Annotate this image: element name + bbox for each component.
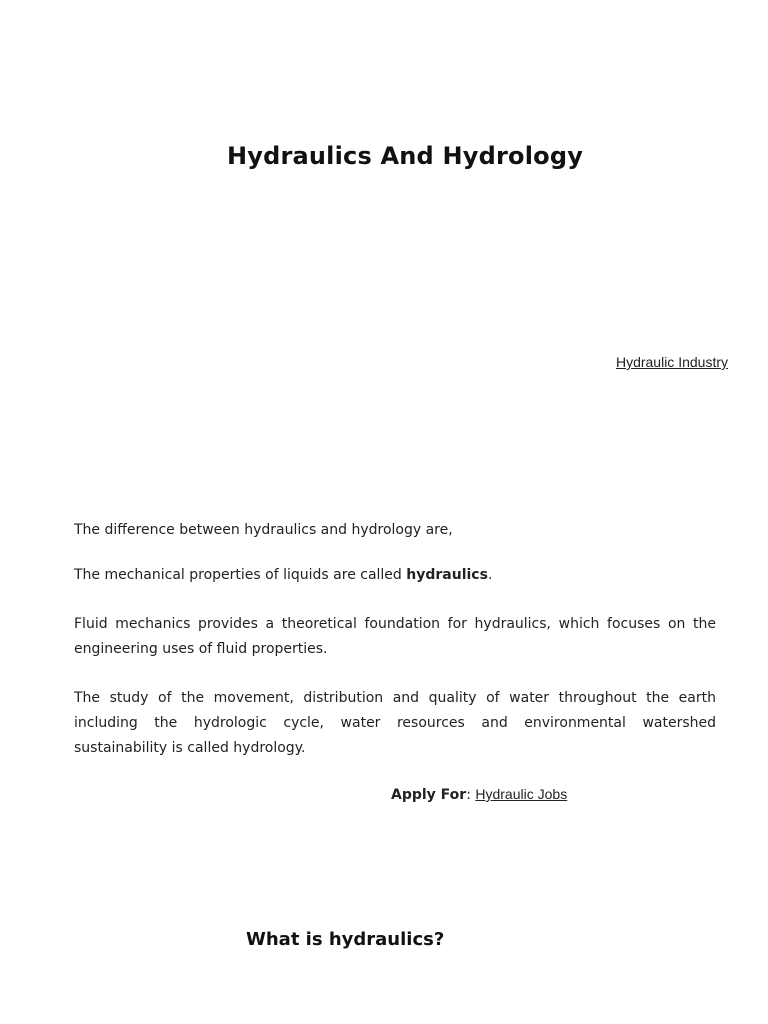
- apply-separator: :: [466, 787, 476, 803]
- intro-paragraph: The difference between hydraulics and hydrology are,: [74, 522, 453, 538]
- definition-period: .: [487, 567, 493, 583]
- fluid-mechanics-paragraph: Fluid mechanics provides a theoretical foundation for hydraulics, which focuses on the engineering uses of fluid properties.: [74, 616, 716, 657]
- hydraulics-term: hydraulics: [406, 567, 488, 583]
- apply-for-label: Apply For: [391, 787, 467, 803]
- definition-text: The mechanical properties of liquids are called: [74, 567, 407, 583]
- hydrology-paragraph: The study of the movement, distribution and quality of water throughout the earth including the hydrologic cycle, water resources and environmental watershed sustainability is called hydrology.: [74, 690, 716, 756]
- page-title: Hydraulics And Hydrology: [226, 142, 584, 170]
- apply-for-line: [391, 786, 567, 803]
- section-heading: What is hydraulics?: [246, 929, 445, 950]
- hydraulic-industry-link[interactable]: Hydraulic Industry: [615, 354, 728, 370]
- hydraulic-jobs-link[interactable]: Hydraulic Jobs: [475, 786, 568, 802]
- hydraulics-definition-paragraph: [74, 563, 716, 588]
